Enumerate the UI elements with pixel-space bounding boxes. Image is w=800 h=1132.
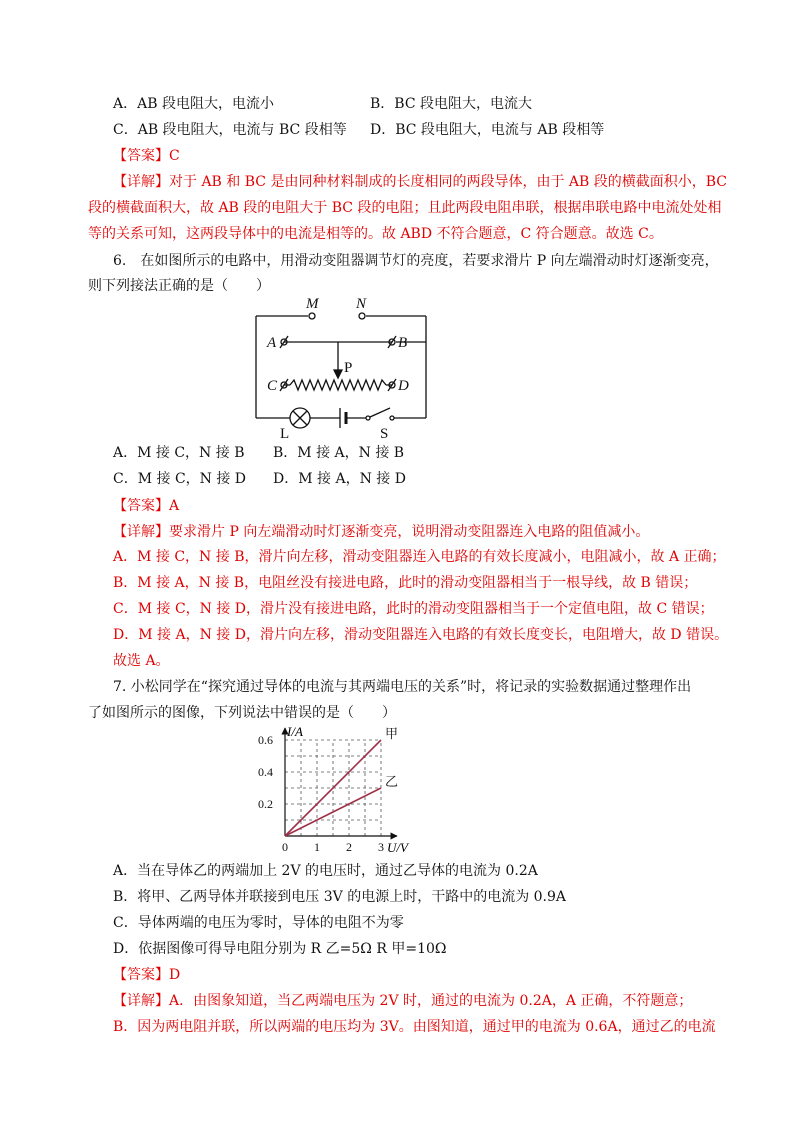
- slider-p-label: P: [344, 360, 353, 376]
- q5-option-a: A．AB 段电阻大，电流小: [113, 96, 274, 112]
- series-label-jia: 甲: [385, 726, 399, 741]
- q7-iu-chart: [255, 718, 425, 858]
- q7-stem-line1: 7. 小松同学在“探究通过导体的电流与其两端电压的关系”时，将记录的实验数据通过整理作出: [113, 679, 692, 695]
- q6-detail-d: D．M 接 A，N 接 D，滑片向左移，滑动变阻器连入电路的有效长度变长，电阻增大，故 D 错误。: [113, 627, 729, 643]
- x-tick-label: 3: [378, 840, 384, 854]
- q6-option-d: D．M 接 A，N 接 D: [273, 471, 406, 487]
- q6-stem-line2: 则下列接法正确的是（ ）: [88, 278, 270, 294]
- q7-option-b: B．将甲、乙两导体并联接到电压 3V 的电源上时，干路中的电流为 0.9A: [113, 889, 567, 905]
- q7-option-c: C．导体两端的电压为零时，导体的电阻不为零: [113, 915, 404, 931]
- q6-option-b: B．M 接 A，N 接 B: [273, 445, 405, 461]
- q5-detail-line1: 【详解】对于 AB 和 BC 是由同种材料制成的长度相同的两段导体，由于 AB 段的横截面积小，BC: [113, 174, 728, 190]
- q7-stem-line2: 了如图所示的图像，下列说法中错误的是（ ）: [88, 705, 396, 721]
- q7-answer: 【答案】D: [113, 967, 181, 983]
- switch-s-label: S: [380, 426, 389, 440]
- q6-answer: 【答案】A: [113, 498, 180, 514]
- q6-detail-a: A．M 接 C，N 接 B，滑片向左移，滑动变阻器连入电路的有效长度减小，电阻减小，故 A 正确；: [113, 549, 726, 565]
- q7-option-d: D．依据图像可得导电阻分别为 R 乙=5Ω R 甲=10Ω: [113, 941, 447, 957]
- q7-option-a: A．当在导体乙的两端加上 2V 的电压时，通过乙导体的电流为 0.2A: [113, 863, 538, 879]
- x-tick-label: 2: [346, 840, 352, 854]
- terminal-n-label: N: [356, 296, 367, 312]
- q7-detail-line2: B．因为两电阻并联，所以两端的电压均为 3V。由图知道，通过甲的电流为 0.6A，通过乙的电流: [113, 1019, 716, 1035]
- terminal-d-label: D: [398, 378, 409, 394]
- x-tick-label: 1: [314, 840, 320, 854]
- y-tick-label: 0.6: [258, 733, 273, 747]
- x-axis-label: U/V: [387, 840, 408, 855]
- q5-option-c: C．AB 段电阻大，电流与 BC 段相等: [113, 122, 347, 138]
- q5-option-d: D．BC 段电阻大，电流与 AB 段相等: [370, 122, 605, 138]
- terminal-b-label: B: [398, 335, 408, 351]
- q5-detail-line3: 等的关系可知，这两段导体中的电流是相等的。故 ABD 不符合题意，C 符合题意。故选 C。: [88, 226, 663, 242]
- q6-conclusion: 故选 A。: [113, 653, 170, 669]
- q6-circuit-diagram: [240, 290, 440, 440]
- q6-option-a: A．M 接 C，N 接 B: [113, 445, 245, 461]
- y-axis-label: I/A: [287, 724, 303, 739]
- q6-stem-line1: 6. 在如图所示的电路中，用滑动变阻器调节灯的亮度，若要求滑片 P 向左端滑动时灯逐渐变亮，: [113, 253, 719, 269]
- series-label-yi: 乙: [385, 774, 399, 789]
- q6-detail-intro: 【详解】要求滑片 P 向左端滑动时灯逐渐变亮，说明滑动变阻器连入电路的阻值减小。: [113, 524, 650, 540]
- q5-answer: 【答案】C: [113, 148, 180, 164]
- y-tick-label: 0.2: [258, 797, 273, 811]
- terminal-c-label: C: [267, 378, 278, 394]
- terminal-m-label: M: [306, 296, 319, 312]
- y-tick-label: 0.4: [258, 765, 273, 779]
- q5-detail-line2: 段的横截面积大，故 AB 段的电阻大于 BC 段的电阻；且此两段电阻串联，根据串联电路中电流处处相: [88, 200, 722, 216]
- q6-detail-b: B．M 接 A，N 接 B，电阻丝没有接进电路，此时的滑动变阻器相当于一根导线，故 B 错误；: [113, 575, 698, 591]
- q7-detail-line1: 【详解】A．由图象知道，当乙两端电压为 2V 时，通过的电流为 0.2A，A 正确，不符题意；: [113, 993, 693, 1009]
- terminal-a-label: A: [267, 335, 277, 351]
- q6-detail-c: C．M 接 C，N 接 D，滑片没有接进电路，此时的滑动变阻器相当于一个定值电阻，故 C 错误；: [113, 601, 714, 617]
- lamp-l-label: L: [280, 426, 290, 440]
- q5-option-b: B．BC 段电阻大，电流大: [370, 96, 532, 112]
- x-tick-label: 0: [282, 840, 288, 854]
- q6-option-c: C．M 接 C，N 接 D: [113, 471, 247, 487]
